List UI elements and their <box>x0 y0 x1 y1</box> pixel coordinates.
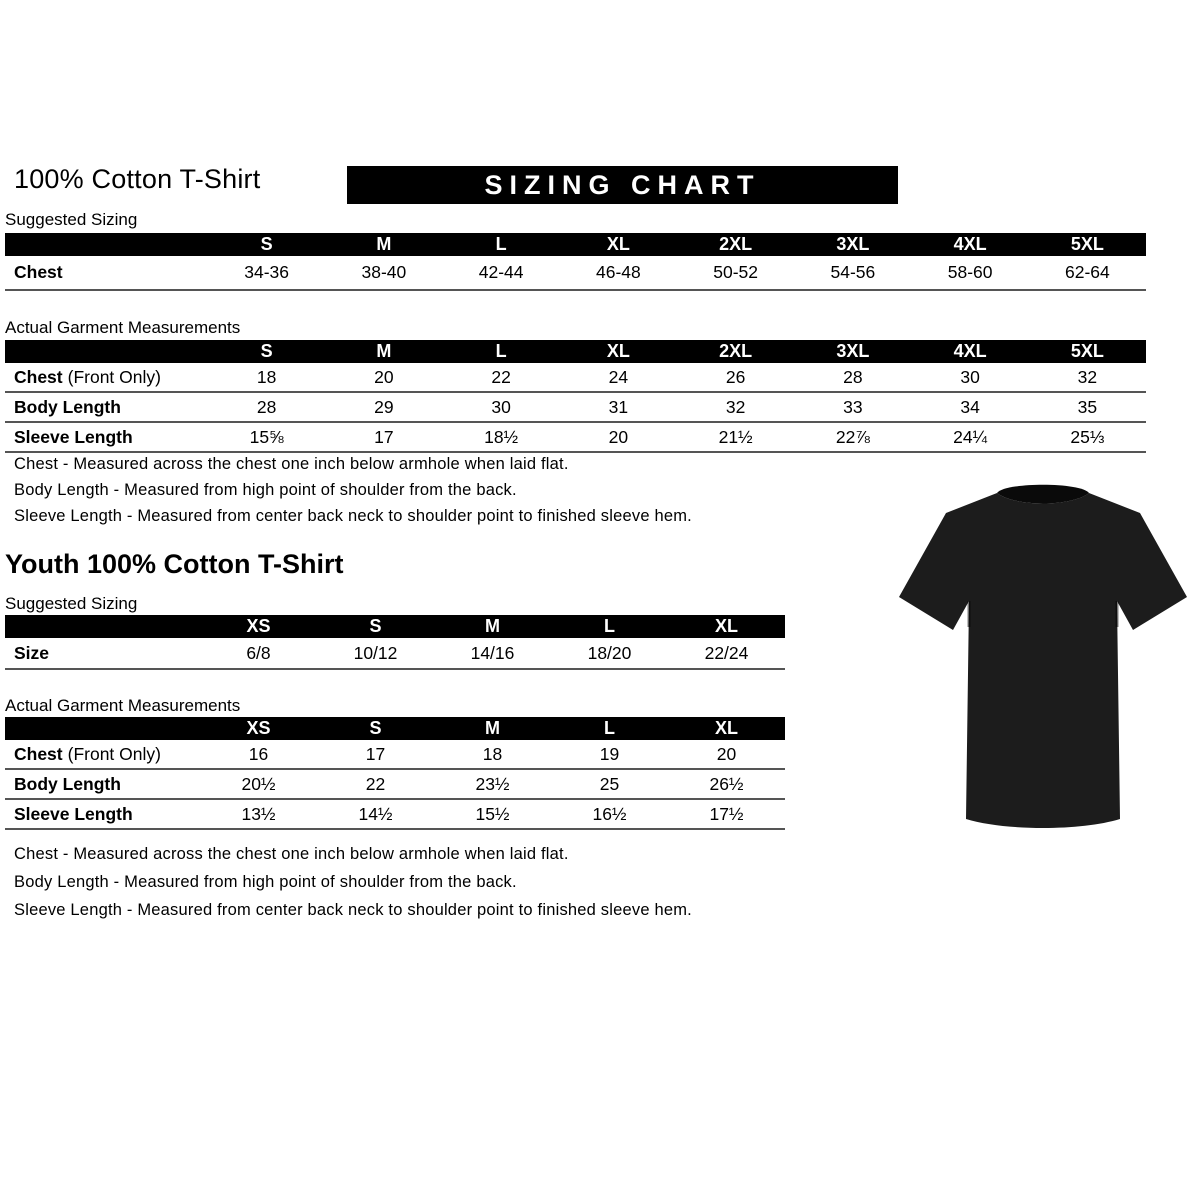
row-label-main: Chest <box>14 367 63 387</box>
cell: 18 <box>256 367 277 387</box>
size-col-header: M <box>376 234 392 254</box>
size-col-header: XS <box>246 718 271 738</box>
cell: 34-36 <box>244 262 289 282</box>
size-col-header: 4XL <box>953 234 987 254</box>
cell: 18 <box>482 744 503 764</box>
cell: 17 <box>365 744 386 764</box>
row-label-main: Chest <box>14 744 63 764</box>
row-label: Size <box>14 643 50 663</box>
table-row <box>5 800 785 830</box>
row-label: Chest <box>14 262 63 282</box>
youth-title: Youth 100% Cotton T-Shirt <box>5 549 344 579</box>
adult-actual-table <box>5 340 1146 453</box>
size-col-header: L <box>495 234 507 254</box>
cell: 24 <box>608 367 629 387</box>
cell: 38-40 <box>361 262 407 282</box>
table-row <box>5 740 785 770</box>
size-col-header: XL <box>606 341 630 361</box>
size-col-header: L <box>495 341 507 361</box>
sizing-chart-banner: SIZING CHART <box>347 166 898 204</box>
cell: 18½ <box>484 427 519 447</box>
cell: 15½ <box>475 804 510 824</box>
cell: 30 <box>491 397 511 417</box>
table-header-row <box>5 717 785 740</box>
cell: 15⅝ <box>249 427 284 447</box>
cell: 16 <box>248 744 269 764</box>
cell: 20 <box>374 367 394 387</box>
cell: 32 <box>725 397 746 417</box>
cell: 26½ <box>709 774 744 794</box>
table-row <box>5 638 785 670</box>
cell: 16½ <box>592 804 627 824</box>
note-chest: Chest - Measured across the chest one inch below armhole when laid flat. <box>14 455 569 473</box>
cell: 62-64 <box>1064 262 1110 282</box>
table-row <box>5 393 1146 423</box>
size-col-header: S <box>260 234 273 254</box>
youth-actual-table <box>5 717 785 830</box>
cell: 20½ <box>241 774 276 794</box>
cell: 24¼ <box>953 427 988 447</box>
row-label <box>5 363 208 391</box>
cell: 17½ <box>709 804 744 824</box>
size-col-header: M <box>485 616 500 636</box>
cell: 25 <box>599 774 620 794</box>
cell: 22 <box>491 367 511 387</box>
row-label: Body Length <box>14 774 121 794</box>
cell: 34 <box>960 397 980 417</box>
cell: 46-48 <box>595 262 641 282</box>
empty-header-cell <box>5 717 200 740</box>
cell: 50-52 <box>713 262 758 282</box>
cell: 17 <box>374 427 394 447</box>
row-label: Body Length <box>14 397 121 417</box>
note-sleeve-length: Sleeve Length - Measured from center back neck to shoulder point to finished sleeve hem. <box>14 507 692 525</box>
row-label: Sleeve Length <box>14 427 133 447</box>
cell: 32 <box>1077 367 1098 387</box>
size-col-header: M <box>376 341 392 361</box>
tshirt-image <box>893 477 1193 837</box>
row-label: Sleeve Length <box>14 804 133 824</box>
size-col-header: L <box>604 718 615 738</box>
cell: 22/24 <box>704 643 749 663</box>
size-col-header: 3XL <box>836 234 870 254</box>
row-label-suffix: (Front Only) <box>67 744 161 764</box>
adult-actual-measurements-label: Actual Garment Measurements <box>5 318 241 337</box>
size-col-header: S <box>260 341 273 361</box>
cell: 21½ <box>718 427 753 447</box>
youth-suggested-sizing-label: Suggested Sizing <box>5 594 138 613</box>
size-col-header: 2XL <box>719 341 753 361</box>
youth-suggested-table <box>5 615 785 670</box>
cell: 18/20 <box>587 643 632 663</box>
adult-suggested-sizing-label: Suggested Sizing <box>5 210 138 229</box>
cell: 20 <box>608 427 629 447</box>
table-row <box>5 363 1146 393</box>
table-header-row <box>5 340 1146 363</box>
size-col-header: 4XL <box>953 341 987 361</box>
cell: 14/16 <box>470 643 515 663</box>
table-header-row <box>5 615 785 638</box>
cell: 20 <box>716 744 737 764</box>
cell: 28 <box>843 367 863 387</box>
cell: 23½ <box>475 774 510 794</box>
size-col-header: 5XL <box>1070 234 1104 254</box>
table-row <box>5 256 1146 291</box>
youth-actual-measurements-label: Actual Garment Measurements <box>5 696 241 715</box>
cell: 35 <box>1077 397 1098 417</box>
table-row <box>5 770 785 800</box>
row-label-suffix: (Front Only) <box>67 367 161 387</box>
cell: 33 <box>843 397 863 417</box>
cell: 14½ <box>358 804 393 824</box>
empty-header-cell <box>5 233 208 256</box>
page-title: 100% Cotton T-Shirt <box>14 164 261 194</box>
size-col-header: XS <box>246 616 271 636</box>
table-header-row <box>5 233 1146 256</box>
size-col-header: XL <box>714 616 738 636</box>
size-col-header: 2XL <box>719 234 753 254</box>
note-body-length: Body Length - Measured from high point of shoulder from the back. <box>14 873 517 891</box>
cell: 13½ <box>241 804 276 824</box>
note-sleeve-length: Sleeve Length - Measured from center back neck to shoulder point to finished sleeve hem. <box>14 901 692 919</box>
cell: 22⅞ <box>835 427 870 447</box>
cell: 25⅓ <box>1070 427 1105 447</box>
size-col-header: XL <box>714 718 738 738</box>
cell: 28 <box>256 397 277 417</box>
cell: 22 <box>365 774 386 794</box>
adult-suggested-table <box>5 233 1146 291</box>
cell: 6/8 <box>246 643 271 663</box>
cell: 31 <box>608 397 629 417</box>
cell: 54-56 <box>830 262 876 282</box>
size-col-header: S <box>369 616 382 636</box>
row-label <box>5 740 200 768</box>
size-col-header: XL <box>606 234 630 254</box>
table-row <box>5 423 1146 453</box>
size-col-header: S <box>369 718 382 738</box>
cell: 42-44 <box>478 262 524 282</box>
cell: 30 <box>960 367 980 387</box>
note-body-length: Body Length - Measured from high point of shoulder from the back. <box>14 481 517 499</box>
note-chest: Chest - Measured across the chest one inch below armhole when laid flat. <box>14 845 569 863</box>
cell: 58-60 <box>947 262 993 282</box>
cell: 10/12 <box>353 643 398 663</box>
tshirt-body <box>899 493 1187 828</box>
size-col-header: 5XL <box>1070 341 1104 361</box>
size-col-header: M <box>485 718 500 738</box>
empty-header-cell <box>5 340 208 363</box>
cell: 19 <box>599 744 620 764</box>
cell: 26 <box>725 367 746 387</box>
tshirt-graphic <box>893 477 1193 837</box>
empty-header-cell <box>5 615 200 638</box>
size-col-header: 3XL <box>836 341 870 361</box>
size-col-header: L <box>604 616 615 636</box>
cell: 29 <box>374 397 394 417</box>
